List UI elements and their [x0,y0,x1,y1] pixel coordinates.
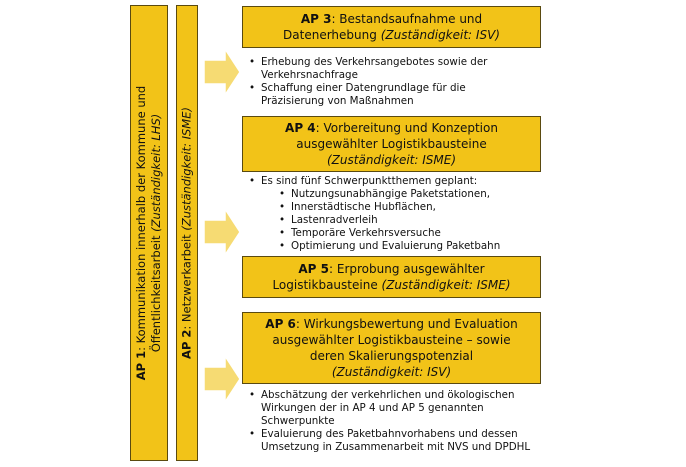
arrow-to-ap5 [203,208,241,256]
ap4-title-line1: : Vorbereitung und Konzeption [315,121,498,135]
ap2-text: : Netzwerkarbeit [179,234,194,330]
list-item: • Innerstädtische Hubflächen, [249,201,549,214]
ap4-responsibility: (Zuständigkeit: ISME) [327,153,456,167]
ap3-responsibility: (Zuständigkeit: ISV) [380,28,500,42]
list-item: • Lastenradverleih [249,214,549,227]
ap3-title-line1: : Bestandsaufnahme und [331,12,483,26]
ap6-responsibility: (Zuständigkeit: ISV) [331,365,452,379]
ap2-vertical-text [180,107,195,359]
ap6-title-line3: deren Skalierungspotenzial [309,349,474,363]
list-item: • Nutzungsunabhängige Paketstationen, [249,188,549,201]
ap1-responsibility: (Zuständigkeit: LHS) [149,113,163,232]
ap1-vertical-text [134,86,164,380]
ap5-responsibility: (Zuständigkeit: ISME) [381,278,511,292]
ap5-title-line2: Logistikbausteine [272,278,378,292]
ap1-line2: Öffentlichkeitsarbeit [149,235,163,353]
ap6-box [242,312,541,384]
ap3-title-line2: Datenerhebung [283,28,377,42]
ap6-bullet-list [249,389,559,454]
list-item: • Schaffung einer Datengrundlage für die Präzisierung von Maßnahmen [249,82,549,108]
ap6-label: AP 6 [265,317,296,331]
ap6-title-line2: ausgewählter Logistikbausteine – sowie [272,333,511,347]
ap6-title-line1: : Wirkungsbewertung und Evaluation [295,317,518,331]
ap3-bullet-list [249,56,549,108]
ap1-label: AP 1 [134,350,148,381]
ap1-vertical-bar [130,5,168,461]
ap5-label: AP 5 [298,262,329,276]
ap2-label: AP 2 [179,329,194,359]
ap4-bullet-intro: • Es sind fünf Schwerpunktthemen geplant: [249,175,549,188]
ap5-box [242,256,541,298]
ap3-label: AP 3 [300,12,332,26]
ap4-box [242,116,541,172]
ap2-responsibility: (Zuständigkeit: ISME) [179,107,194,231]
list-item: • Optimierung und Evaluierung Paketbahn [249,240,549,253]
arrow-to-ap6 [203,355,241,403]
list-item: • Erhebung des Verkehrsangebotes sowie der Verkehrsnachfrage [249,56,549,82]
ap4-bullet-list [249,175,549,253]
ap1-line1: : Kommunikation innerhalb der Kommune und [134,85,148,351]
ap5-title-line1: : Erprobung ausgewählter [329,262,485,276]
arrow-to-ap3 [203,48,241,96]
ap4-label: AP 4 [285,121,316,135]
list-item: • Evaluierung des Paketbahnvorhabens und dessen Umsetzung in Zusammenarbeit mit NVS und DPDHL [249,428,559,454]
ap2-vertical-bar [176,5,198,461]
list-item: • Temporäre Verkehrsversuche [249,227,549,240]
ap3-box [242,6,541,48]
ap4-title-line2: ausgewählter Logistikbausteine [296,137,487,151]
list-item: • Abschätzung der verkehrlichen und ökologischen Wirkungen der in AP 4 und AP 5 genannten Schwerpunkte [249,389,559,428]
